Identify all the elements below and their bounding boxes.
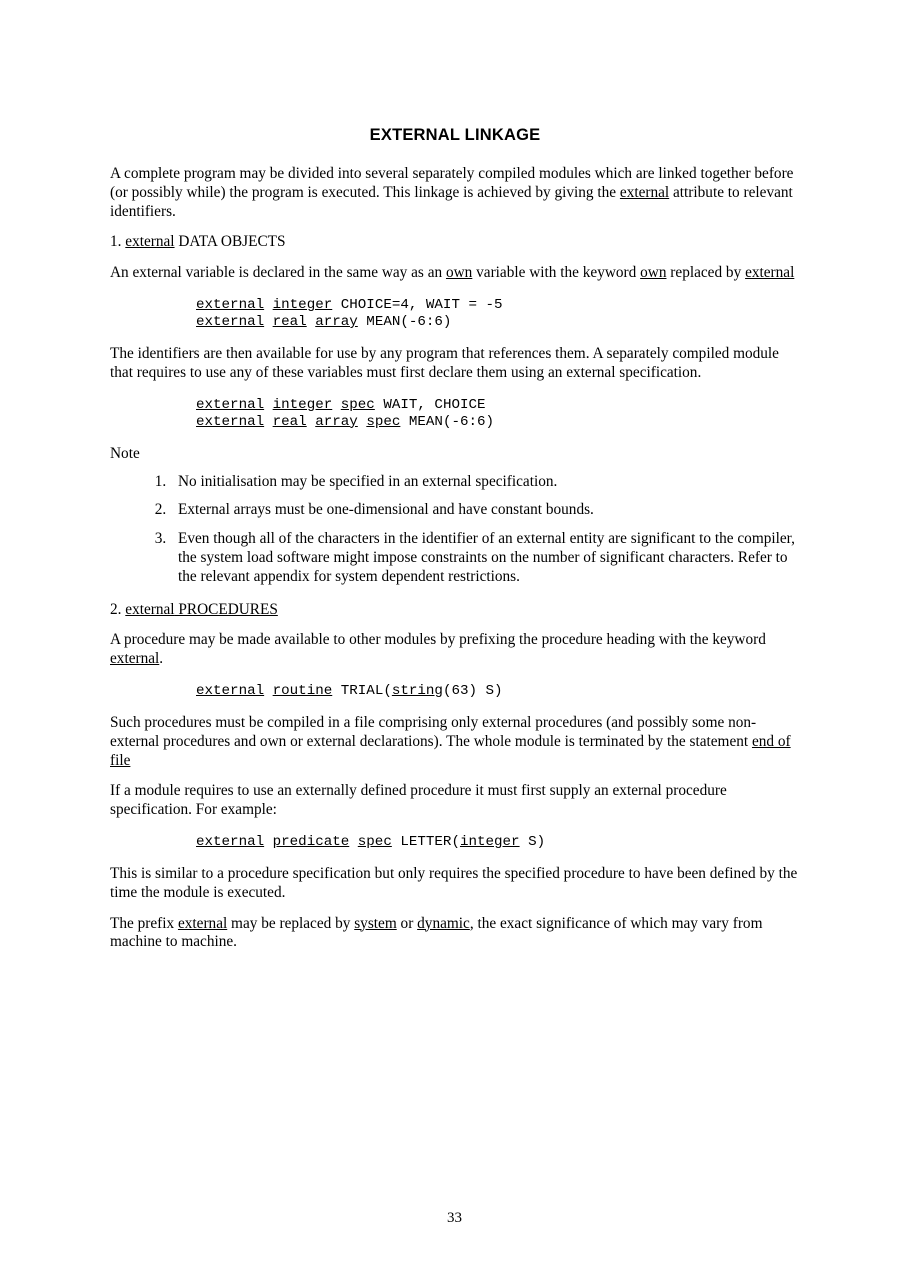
section-1-title: DATA OBJECTS xyxy=(174,233,286,251)
section-2-number: 2. xyxy=(110,600,126,618)
after-declaration-paragraph: The identifiers are then available for use by any program that references them. A separately compiled module that requires to use any of these variables must first declare them using an external specification. xyxy=(110,344,779,381)
code-text: WAIT, CHOICE xyxy=(374,396,486,413)
keyword-end-of-file: end of file xyxy=(110,732,791,769)
prefix-text-2: may be replaced by xyxy=(227,914,355,932)
section-2-keyword: external xyxy=(125,600,175,618)
code-text: MEAN(-6:6) xyxy=(357,313,452,330)
code-line xyxy=(110,683,800,700)
code-text xyxy=(332,397,341,413)
code-keyword: external xyxy=(196,833,265,850)
procedures-text-2: . xyxy=(159,650,164,668)
keyword-own-2: own xyxy=(640,264,667,282)
code-keyword: spec xyxy=(366,413,401,430)
code-text xyxy=(264,314,273,330)
code-keyword: routine xyxy=(272,682,333,699)
code-text: LETTER( xyxy=(391,833,460,850)
after-trial-paragraph xyxy=(110,714,800,770)
code-line xyxy=(110,397,800,414)
keyword-system: system xyxy=(354,914,397,932)
after-letter-paragraph: This is similar to a procedure specification but only requires the specified procedure to have been defined by the time the module is executed. xyxy=(110,864,798,901)
page-content xyxy=(110,126,800,964)
code-text xyxy=(307,314,316,330)
page-number: 33 xyxy=(447,1210,462,1226)
code-text xyxy=(264,414,273,430)
spec-intro-paragraph: If a module requires to use an externally defined procedure it must first supply an external procedure specification. For example: xyxy=(110,782,727,819)
prefix-text-1: The prefix xyxy=(110,914,178,932)
section-1-heading xyxy=(110,233,800,252)
code-keyword: real xyxy=(272,413,307,430)
code-keyword: real xyxy=(272,313,307,330)
intro-paragraph xyxy=(110,165,800,221)
data-objects-text-1: An external variable is declared in the same way as an xyxy=(110,264,446,282)
code-text xyxy=(307,414,316,430)
prefix-text-4: , the exact significance of which may vary from machine to machine. xyxy=(110,914,763,951)
code-keyword: external xyxy=(196,682,265,699)
data-objects-paragraph xyxy=(110,264,800,283)
code-keyword: external xyxy=(196,396,265,413)
keyword-dynamic: dynamic xyxy=(417,914,470,932)
code-text: TRIAL( xyxy=(332,682,392,699)
code-line xyxy=(110,297,800,314)
code-block-specifications xyxy=(110,397,800,431)
keyword-own-1: own xyxy=(445,264,473,282)
code-text: CHOICE=4, WAIT = -5 xyxy=(332,296,503,313)
code-text xyxy=(264,683,273,699)
code-keyword: external xyxy=(196,313,265,330)
code-keyword: array xyxy=(315,413,358,430)
prefix-paragraph xyxy=(110,915,800,953)
data-objects-text-2: variable with the keyword xyxy=(472,264,641,282)
code-keyword: integer xyxy=(272,396,333,413)
code-keyword: string xyxy=(391,682,443,699)
procedures-text-1: A procedure may be made available to other modules by prefixing the procedure heading with the keyword xyxy=(110,631,766,649)
code-block-declarations xyxy=(110,297,800,331)
list-item: 1. No initialisation may be specified in an external specification. xyxy=(170,473,800,492)
code-text xyxy=(264,297,273,313)
page-title: EXTERNAL LINKAGE xyxy=(369,126,541,144)
code-text: MEAN(-6:6) xyxy=(400,413,495,430)
code-text: S) xyxy=(519,833,546,850)
section-2-title: PROCEDURES xyxy=(174,600,278,618)
intro-text-2: attribute to relevant identifiers. xyxy=(110,183,793,220)
code-line xyxy=(110,414,800,431)
code-block-letter xyxy=(110,834,800,851)
code-text xyxy=(264,834,273,850)
code-keyword: external xyxy=(196,413,265,430)
code-keyword: spec xyxy=(340,396,375,413)
list-item: 3. Even though all of the characters in the identifier of an external entity are significant to the compiler, the system load software might impose constraints on the number of significant characters. Refer to the relevant appendix for system dependent restrictions. xyxy=(170,530,800,586)
section-1-number: 1. xyxy=(110,233,126,251)
prefix-text-3: or xyxy=(396,914,418,932)
keyword-external-2: external xyxy=(110,650,160,668)
section-2-heading xyxy=(110,601,800,620)
list-item: 2. External arrays must be one-dimensional and have constant bounds. xyxy=(170,501,800,520)
code-keyword: array xyxy=(315,313,358,330)
code-keyword: predicate xyxy=(272,833,350,850)
code-text xyxy=(264,397,273,413)
code-block-trial xyxy=(110,683,800,700)
notes-list xyxy=(110,473,800,587)
code-text: (63) S) xyxy=(442,682,503,699)
code-line xyxy=(110,314,800,331)
data-objects-text-3: replaced by xyxy=(666,264,746,282)
code-keyword: spec xyxy=(357,833,392,850)
code-keyword: integer xyxy=(272,296,333,313)
keyword-external-3: external xyxy=(177,914,228,932)
intro-text-1: A complete program may be divided into several separately compiled modules which are linked together before (or possibly while) the program is executed. This linkage is achieved by giving the xyxy=(110,165,794,201)
code-keyword: integer xyxy=(459,833,520,850)
keyword-external-1: external xyxy=(745,264,795,282)
intro-keyword-external: external xyxy=(619,183,670,201)
section-1-keyword: external xyxy=(125,233,175,251)
code-keyword: external xyxy=(196,296,265,313)
after-trial-text: Such procedures must be compiled in a file comprising only external procedures (and possibly some non-external procedures and own or external declarations). The whole module is terminated by the statement xyxy=(110,713,757,750)
note-label: Note xyxy=(110,444,140,462)
code-line xyxy=(110,834,800,851)
procedures-paragraph xyxy=(110,631,800,669)
code-text xyxy=(349,834,358,850)
